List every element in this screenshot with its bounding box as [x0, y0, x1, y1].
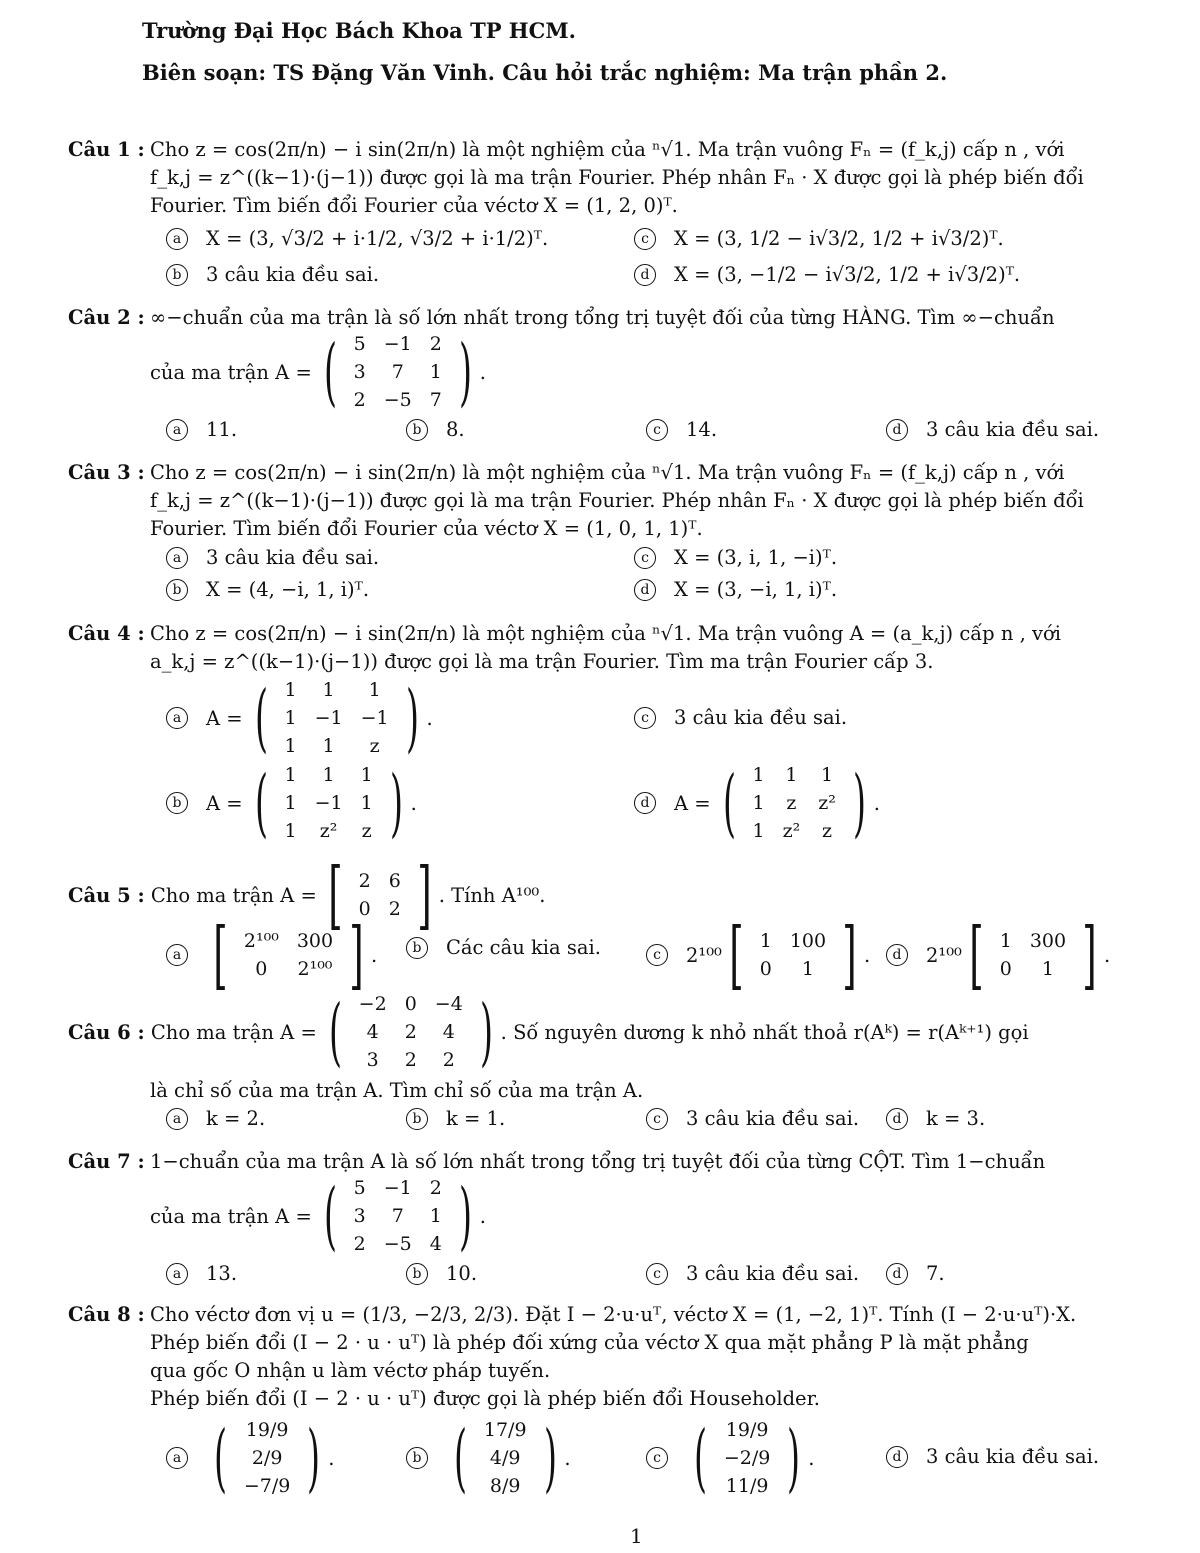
question-text: Phép biến đổi (I − 2 · u · uᵀ) được gọi là phép biến đổi Householder. [150, 1387, 820, 1410]
matrix-cell: 3 [353, 361, 366, 383]
option-d-marker: d [886, 1263, 908, 1285]
question-number: Câu 5 : [68, 883, 145, 907]
option-text: 14. [686, 418, 718, 441]
matrix: ( 1 1 1 1 −1 −1 1 1 z ) . [254, 675, 433, 761]
matrix-cell: z [361, 820, 372, 842]
option-d-marker: d [634, 264, 656, 286]
option-text: 2¹⁰⁰ [686, 943, 722, 967]
matrix-cell: 1 [284, 764, 297, 786]
matrix-cell: 1 [821, 764, 834, 786]
matrix-cell: 3 [366, 1049, 379, 1071]
option-c-marker: c [646, 944, 668, 966]
matrix-cell: 1 [284, 735, 297, 757]
matrix-cell: 2 [404, 1021, 417, 1043]
q5-option-d[interactable] [886, 912, 1111, 998]
question-number: Câu 7 : [68, 1150, 145, 1173]
question-text: Phép biến đổi (I − 2 · u · uᵀ) là phép đối xứng của véctơ X qua mặt phẳng P là mặt phẳng [150, 1331, 1029, 1354]
matrix-cell: 2 [353, 1233, 366, 1255]
matrix-cell: 4 [442, 1021, 455, 1043]
option-b-marker: b [406, 1108, 428, 1130]
question-text: Cho ma trận A = [150, 1020, 317, 1044]
q4-option-a[interactable] [166, 676, 433, 760]
matrix-cell: −5 [383, 1233, 412, 1255]
matrix-cell: −1 [360, 707, 389, 729]
option-text: X = (4, −i, 1, i)ᵀ. [206, 578, 370, 601]
question-text: là chỉ số của ma trận A. Tìm chỉ số của ma trận A. [150, 1079, 644, 1102]
matrix-cell: 1 [752, 792, 765, 814]
option-text: 7. [926, 1262, 945, 1285]
option-text: 3 câu kia đều sai. [926, 1445, 1100, 1468]
q7-matrix-line [150, 1174, 486, 1258]
matrix-cell: 1 [284, 820, 297, 842]
option-d-marker: d [886, 419, 908, 441]
q2-option-c[interactable] [646, 418, 717, 441]
q8-option-c[interactable] [646, 1416, 814, 1500]
matrix: [ 1 300 0 1 ] . [969, 912, 1111, 998]
matrix-cell: 7 [429, 389, 442, 411]
option-d-marker: d [886, 1108, 908, 1130]
option-text: 10. [446, 1262, 478, 1285]
question-text: Cho z = cos(2π/n) − i sin(2π/n) là một nghiệm của ⁿ√1. Ma trận vuông Fₙ = (f_k,j) cấp n , với [150, 138, 1065, 161]
q1-option-d[interactable] [634, 263, 1020, 286]
vector: ( 19/9 −2/9 11/9 ) . [693, 1415, 815, 1501]
matrix-cell: 1 [785, 764, 798, 786]
matrix-cell: 1 [801, 958, 814, 980]
matrix-cell: 1 [284, 707, 297, 729]
matrix: ( 1 1 1 1 −1 1 1 z² z ) . [254, 760, 417, 846]
question-text: f_k,j = z^((k−1)·(j−1)) được gọi là ma trận Fourier. Phép nhân Fₙ · X được gọi là phép biến đổi [150, 166, 1084, 189]
page-number: 1 [630, 1524, 643, 1548]
q2-matrix-line [150, 330, 486, 414]
option-b-marker: b [166, 792, 188, 814]
option-d-marker: d [886, 1446, 908, 1468]
option-c-marker: c [646, 1108, 668, 1130]
question-text: Cho z = cos(2π/n) − i sin(2π/n) là một nghiệm của ⁿ√1. Ma trận vuông A = (a_k,j) cấp n , với [150, 622, 1062, 645]
option-a-marker: a [166, 547, 188, 569]
option-a-marker: a [166, 1447, 188, 1469]
q3-option-b[interactable] [166, 578, 369, 601]
question-number: Câu 8 : [68, 1303, 145, 1326]
matrix-cell: 7 [391, 361, 404, 383]
question-number: Câu 4 : [68, 622, 145, 645]
matrix: ( 1 1 1 1 z z² 1 z² z ) . [722, 760, 880, 846]
matrix-cell: 2¹⁰⁰ [297, 958, 333, 980]
matrix-cell: 4 [429, 1233, 442, 1255]
option-text: 3 câu kia đều sai. [686, 1107, 860, 1130]
vector: ( 17/9 4/9 8/9 ) . [453, 1415, 571, 1501]
q8-option-d[interactable] [886, 1445, 1099, 1468]
q2-option-b[interactable] [406, 418, 465, 441]
matrix-cell: z² [319, 820, 338, 842]
matrix-cell: z² [818, 792, 836, 814]
question-text: Cho z = cos(2π/n) − i sin(2π/n) là một nghiệm của ⁿ√1. Ma trận vuông Fₙ = (f_k,j) cấp n , với [150, 461, 1065, 484]
matrix-cell: 2 [404, 1049, 417, 1071]
option-text: A = [206, 706, 243, 730]
option-text: k = 3. [926, 1107, 986, 1130]
q7-option-d[interactable] [886, 1262, 945, 1285]
option-text: 11. [206, 418, 238, 441]
matrix-cell: 1 [1041, 958, 1054, 980]
option-text: 3 câu kia đều sai. [686, 1262, 860, 1285]
question-text: Fourier. Tìm biến đổi Fourier của véctơ X = (1, 2, 0)ᵀ. [150, 194, 678, 217]
q6-option-b[interactable] [406, 1107, 505, 1130]
option-text: X = (3, √3/2 + i·1/2, √3/2 + i·1/2)ᵀ. [206, 227, 549, 250]
q6-option-a[interactable] [166, 1107, 265, 1130]
matrix-cell: 5 [353, 1177, 366, 1199]
question-4 [68, 620, 1080, 673]
matrix-cell: 1 [429, 361, 442, 383]
matrix-cell: 0 [404, 993, 417, 1015]
matrix: [ 2¹⁰⁰ 300 0 2¹⁰⁰ ] . [213, 912, 378, 998]
option-d-marker: d [634, 792, 656, 814]
question-3 [68, 459, 1084, 540]
option-a-marker: a [166, 419, 188, 441]
matrix: ( −2 0 −4 4 2 4 3 2 2 ) [328, 989, 493, 1075]
matrix-cell: 2¹⁰⁰ [243, 930, 279, 952]
q4-option-d[interactable] [634, 761, 880, 845]
matrix-cell: 1 [322, 679, 335, 701]
q7-option-b[interactable] [406, 1262, 477, 1285]
matrix-cell: 100 [789, 930, 827, 952]
option-text: A = [674, 791, 711, 815]
matrix-cell: −2 [358, 993, 387, 1015]
matrix-cell: 4 [366, 1021, 379, 1043]
option-a-marker: a [166, 707, 188, 729]
option-text: A = [206, 791, 243, 815]
matrix-cell: 5 [353, 333, 366, 355]
q5-option-b[interactable] [406, 936, 601, 959]
q7-option-a[interactable] [166, 1262, 237, 1285]
question-number: Câu 2 : [68, 306, 145, 329]
q8-option-a[interactable] [166, 1416, 334, 1500]
option-text: X = (3, 1/2 − i√3/2, 1/2 + i√3/2)ᵀ. [674, 227, 1004, 250]
matrix-cell: 1 [752, 764, 765, 786]
option-text: 3 câu kia đều sai. [926, 418, 1100, 441]
option-b-marker: b [166, 579, 188, 601]
option-c-marker: c [634, 228, 656, 250]
matrix-cell: 300 [1029, 930, 1067, 952]
option-text: k = 2. [206, 1107, 266, 1130]
option-c-marker: c [646, 419, 668, 441]
option-text: X = (3, −i, 1, i)ᵀ. [674, 578, 838, 601]
matrix-cell: z [786, 792, 797, 814]
matrix-cell: 1 [368, 679, 381, 701]
question-1 [68, 136, 1084, 217]
q8-option-b[interactable] [406, 1416, 571, 1500]
question-7 [68, 1148, 1080, 1176]
matrix-cell: 1 [322, 735, 335, 757]
question-6 [68, 990, 1029, 1074]
matrix-cell: 1 [759, 930, 772, 952]
matrix-cell: −7/9 [243, 1475, 291, 1497]
option-text: 8. [446, 418, 465, 441]
option-c-marker: c [646, 1447, 668, 1469]
question-text: . Số nguyên dương k nhỏ nhất thoả r(Aᵏ) = r(Aᵏ⁺¹) gọi [500, 1020, 1029, 1044]
matrix-cell: 1 [360, 764, 373, 786]
option-text: X = (3, i, 1, −i)ᵀ. [674, 546, 838, 569]
q5-option-a[interactable] [166, 912, 378, 998]
option-text: X = (3, −1/2 − i√3/2, 1/2 + i√3/2)ᵀ. [674, 263, 1021, 286]
option-c-marker: c [646, 1263, 668, 1285]
matrix-cell: 2/9 [251, 1447, 283, 1469]
option-text: 13. [206, 1262, 238, 1285]
header-author: Biên soạn: TS Đặng Văn Vinh. Câu hỏi trắc nghiệm: Ma trận phần 2. [142, 60, 948, 85]
matrix: [ 1 100 0 1 ] . [729, 912, 871, 998]
matrix-cell: 1 [752, 820, 765, 842]
option-b-marker: b [406, 419, 428, 441]
q2-option-a[interactable] [166, 418, 237, 441]
q7-option-c[interactable] [646, 1262, 859, 1285]
matrix-cell: z [369, 735, 380, 757]
question-text: Cho véctơ đơn vị u = (1/3, −2/3, 2/3). Đặt I − 2·u·uᵀ, véctơ X = (1, −2, 1)ᵀ. Tính (I − 2·u·uᵀ)·X. [150, 1303, 1077, 1326]
option-text: k = 1. [446, 1107, 506, 1130]
question-text: a_k,j = z^((k−1)·(j−1)) được gọi là ma trận Fourier. Tìm ma trận Fourier cấp 3. [150, 650, 934, 673]
matrix-cell: 7 [391, 1205, 404, 1227]
matrix-cell: 1 [360, 792, 373, 814]
matrix-cell: 2 [429, 333, 442, 355]
matrix-cell: 1 [284, 679, 297, 701]
q1-option-c[interactable] [634, 227, 1004, 250]
matrix-cell: −1 [383, 1177, 412, 1199]
matrix-cell: −1 [383, 333, 412, 355]
option-b-marker: b [406, 1447, 428, 1469]
option-b-marker: b [166, 264, 188, 286]
question-text: của ma trận A = [150, 360, 312, 384]
option-text: 2¹⁰⁰ [926, 943, 962, 967]
matrix-cell: 11/9 [725, 1475, 769, 1497]
matrix-cell: −4 [434, 993, 463, 1015]
option-a-marker: a [166, 944, 188, 966]
matrix: ( 5 −1 2 3 7 1 2 −5 7 ) . [323, 329, 486, 415]
matrix-cell: 17/9 [483, 1419, 527, 1441]
matrix: ( 5 −1 2 3 7 1 2 −5 4 ) . [323, 1173, 486, 1259]
q1-option-a[interactable] [166, 227, 548, 250]
q3-option-d[interactable] [634, 578, 837, 601]
option-d-marker: d [634, 579, 656, 601]
question-text: ∞−chuẩn của ma trận là số lớn nhất trong tổng trị tuyệt đối của từng HÀNG. Tìm ∞−chuẩn [150, 306, 1055, 329]
q4-option-b[interactable] [166, 761, 417, 845]
matrix-cell: 2 [388, 898, 401, 920]
question-2 [68, 304, 1080, 332]
question-number: Câu 3 : [68, 461, 145, 484]
option-c-marker: c [634, 707, 656, 729]
option-b-marker: b [406, 1263, 428, 1285]
q6-option-d[interactable] [886, 1107, 985, 1130]
q3-option-c[interactable] [634, 546, 837, 569]
option-text: Các câu kia sai. [446, 936, 601, 959]
matrix-cell: 1 [284, 792, 297, 814]
option-a-marker: a [166, 228, 188, 250]
header-school: Trường Đại Học Bách Khoa TP HCM. [142, 18, 576, 43]
matrix-cell: −1 [314, 792, 343, 814]
option-c-marker: c [634, 547, 656, 569]
option-text: 3 câu kia đều sai. [206, 263, 380, 286]
matrix-cell: 2 [442, 1049, 455, 1071]
matrix-cell: 8/9 [489, 1475, 521, 1497]
matrix-cell: z² [782, 820, 801, 842]
matrix: [ 2 6 0 2 ] [328, 852, 432, 938]
option-b-marker: b [406, 937, 428, 959]
matrix-cell: z [822, 820, 833, 842]
option-a-marker: a [166, 1263, 188, 1285]
option-d-marker: d [886, 944, 908, 966]
question-8 [68, 1301, 1080, 1410]
matrix-cell: 0 [999, 958, 1012, 980]
matrix-cell: 2 [353, 389, 366, 411]
matrix-cell: −5 [383, 389, 412, 411]
option-text: 3 câu kia đều sai. [674, 706, 848, 729]
question-text: f_k,j = z^((k−1)·(j−1)) được gọi là ma trận Fourier. Phép nhân Fₙ · X được gọi là phép biến đổi [150, 489, 1084, 512]
question-text: 1−chuẩn của ma trận A là số lớn nhất trong tổng trị tuyệt đối của từng CỘT. Tìm 1−chuẩn [150, 1150, 1046, 1173]
question-text: của ma trận A = [150, 1204, 312, 1228]
question-text: Cho ma trận A = [150, 883, 317, 907]
matrix-cell: 0 [759, 958, 772, 980]
question-number: Câu 6 : [68, 1020, 145, 1044]
q5-option-c[interactable] [646, 912, 871, 998]
matrix-cell: −2/9 [723, 1447, 771, 1469]
question-number: Câu 1 : [68, 138, 145, 161]
matrix-cell: 3 [353, 1205, 366, 1227]
q4-option-c[interactable] [634, 706, 847, 729]
matrix-cell: 1 [322, 764, 335, 786]
question-6-continued [150, 1077, 1080, 1105]
option-a-marker: a [166, 1108, 188, 1130]
matrix-cell: 4/9 [489, 1447, 521, 1469]
q3-option-a[interactable] [166, 546, 379, 569]
matrix-cell: 19/9 [725, 1419, 769, 1441]
question-text: Fourier. Tìm biến đổi Fourier của véctơ X = (1, 0, 1, 1)ᵀ. [150, 517, 703, 540]
matrix-cell: 0 [255, 958, 268, 980]
q6-option-c[interactable] [646, 1107, 859, 1130]
matrix-cell: 2 [429, 1177, 442, 1199]
matrix-cell: 300 [296, 930, 334, 952]
option-text: 3 câu kia đều sai. [206, 546, 380, 569]
matrix-cell: 19/9 [245, 1419, 289, 1441]
matrix-cell: 1 [999, 930, 1012, 952]
matrix-cell: 2 [358, 870, 371, 892]
matrix-cell: 0 [358, 898, 371, 920]
q2-option-d[interactable] [886, 418, 1099, 441]
matrix-cell: 6 [388, 870, 401, 892]
vector: ( 19/9 2/9 −7/9 ) . [213, 1415, 335, 1501]
matrix-cell: 1 [429, 1205, 442, 1227]
q1-option-b[interactable] [166, 263, 379, 286]
matrix-cell: −1 [314, 707, 343, 729]
question-text: qua gốc O nhận u làm véctơ pháp tuyến. [150, 1359, 551, 1382]
question-text: . Tính A¹⁰⁰. [438, 883, 546, 907]
